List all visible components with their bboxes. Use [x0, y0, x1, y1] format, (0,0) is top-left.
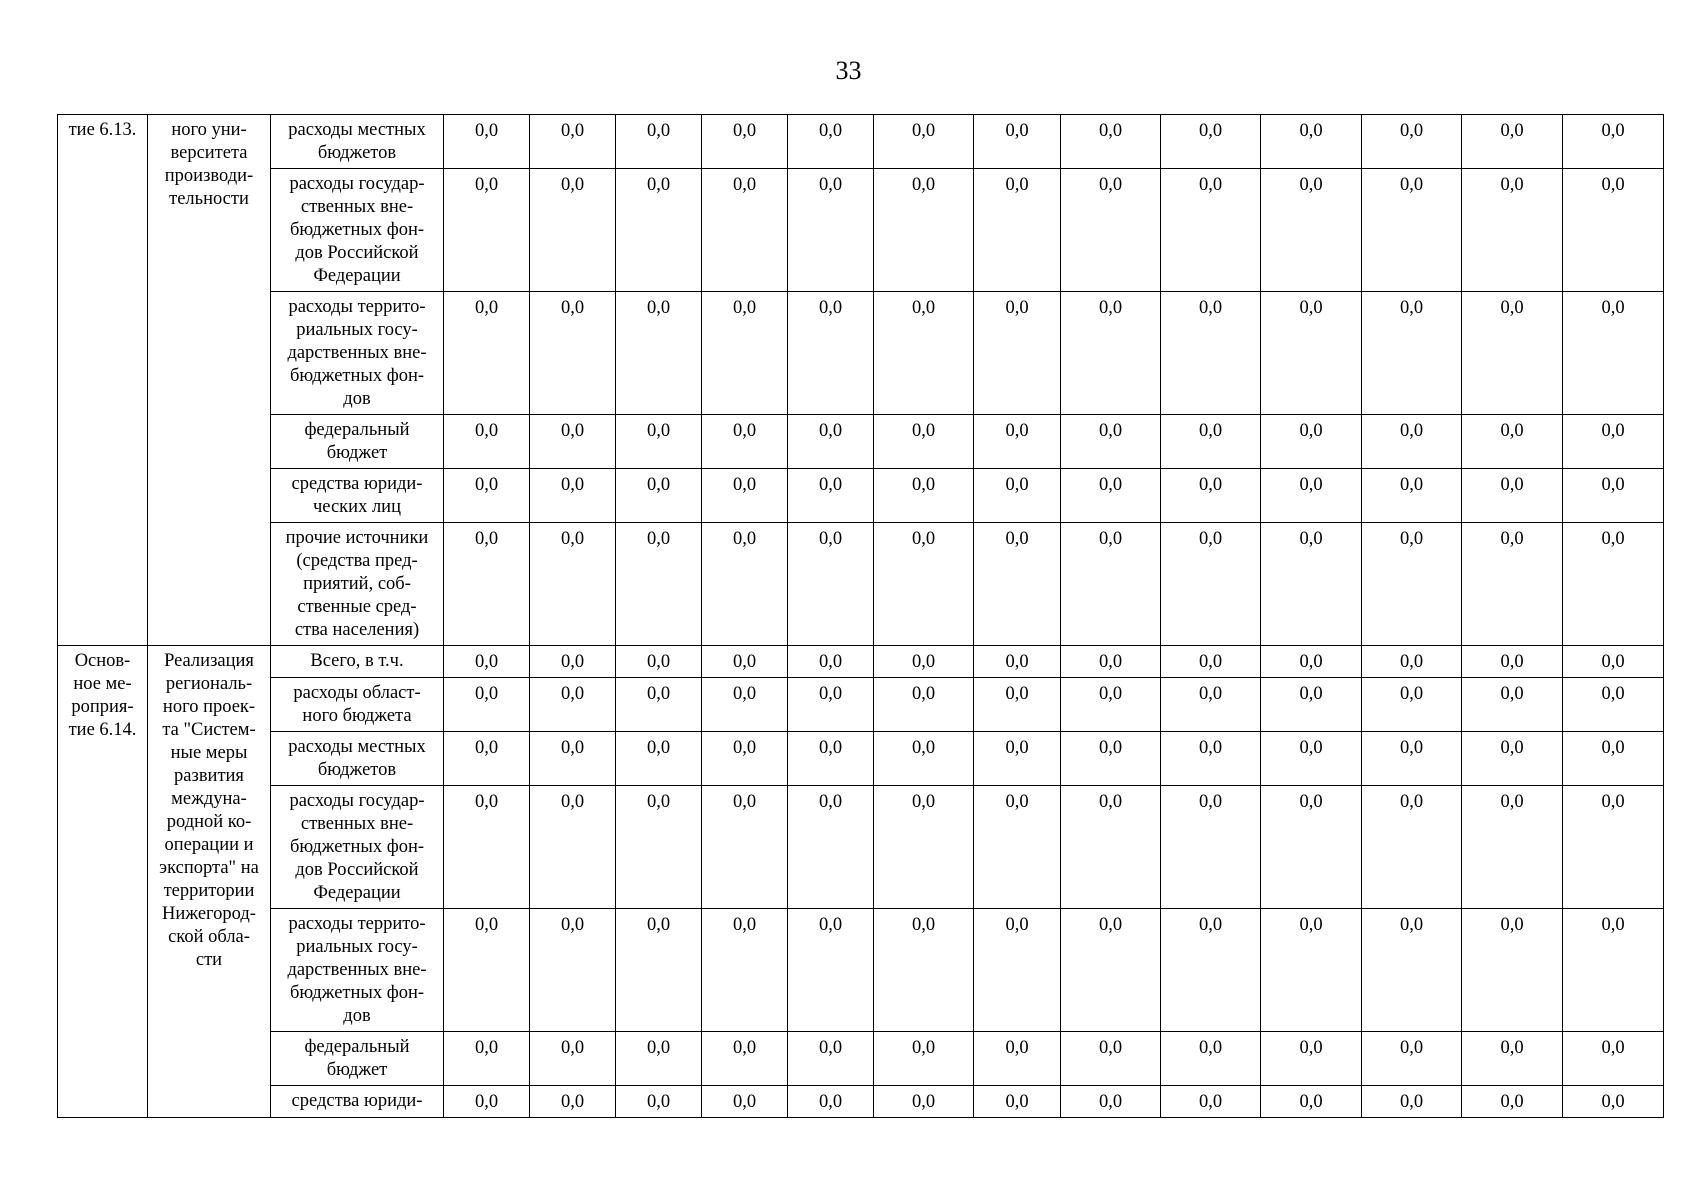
value-cell: 0,0 [530, 292, 616, 415]
value-cell: 0,0 [702, 786, 788, 909]
value-cell: 0,0 [616, 786, 702, 909]
funding-source-line: средства юриди- [291, 474, 423, 494]
value-cell: 0,0 [1061, 1086, 1161, 1118]
funding-source-line: расходы государ- [289, 791, 425, 811]
funding-source-cell [271, 678, 444, 732]
item-name-line: развития [174, 766, 244, 786]
item-name-line: тельности [169, 189, 249, 209]
funding-source-line: ственных вне- [300, 197, 414, 217]
funding-source-cell [271, 292, 444, 415]
funding-source-cell [271, 1086, 444, 1118]
value-cell: 0,0 [874, 169, 974, 292]
value-cell: 0,0 [530, 169, 616, 292]
value-cell: 0,0 [1261, 1086, 1362, 1118]
value-cell: 0,0 [974, 909, 1061, 1032]
value-cell: 0,0 [974, 1086, 1061, 1118]
value-cell: 0,0 [1061, 292, 1161, 415]
value-cell: 0,0 [444, 909, 530, 1032]
value-cell: 0,0 [530, 115, 616, 169]
value-cell: 0,0 [530, 786, 616, 909]
value-cell: 0,0 [1563, 909, 1664, 1032]
value-cell: 0,0 [616, 415, 702, 469]
funding-source-line: ства населения) [294, 620, 420, 640]
value-cell: 0,0 [616, 678, 702, 732]
value-cell: 0,0 [702, 909, 788, 1032]
value-cell: 0,0 [1161, 678, 1261, 732]
value-cell: 0,0 [788, 469, 874, 523]
value-cell: 0,0 [444, 732, 530, 786]
value-cell: 0,0 [444, 469, 530, 523]
value-cell: 0,0 [1161, 646, 1261, 678]
value-cell: 0,0 [1462, 523, 1563, 646]
value-cell: 0,0 [1261, 732, 1362, 786]
value-cell: 0,0 [1061, 415, 1161, 469]
value-cell: 0,0 [1462, 115, 1563, 169]
funding-source-line: ственные сред- [297, 597, 417, 617]
funding-source-line: бюджетных фон- [289, 837, 425, 857]
item-number-cell [58, 646, 148, 1118]
value-cell: 0,0 [702, 169, 788, 292]
value-cell: 0,0 [702, 523, 788, 646]
value-cell: 0,0 [1362, 1086, 1462, 1118]
funding-source-cell [271, 169, 444, 292]
value-cell: 0,0 [616, 646, 702, 678]
item-name-line: ные меры [170, 743, 248, 763]
value-cell: 0,0 [444, 415, 530, 469]
value-cell: 0,0 [702, 292, 788, 415]
value-cell: 0,0 [444, 169, 530, 292]
value-cell: 0,0 [874, 415, 974, 469]
item-number-line: тие 6.14. [68, 720, 137, 740]
value-cell: 0,0 [702, 646, 788, 678]
value-cell: 0,0 [444, 786, 530, 909]
funding-source-line: (средства пред- [296, 551, 418, 571]
value-cell: 0,0 [1462, 292, 1563, 415]
value-cell: 0,0 [974, 115, 1061, 169]
value-cell: 0,0 [1362, 732, 1462, 786]
value-cell: 0,0 [1261, 1032, 1362, 1086]
value-cell: 0,0 [616, 115, 702, 169]
funding-source-line: Федерации [313, 266, 401, 286]
table-row [58, 169, 1664, 292]
value-cell: 0,0 [702, 1032, 788, 1086]
table-row [58, 909, 1664, 1032]
value-cell: 0,0 [702, 678, 788, 732]
value-cell: 0,0 [788, 786, 874, 909]
value-cell: 0,0 [1061, 678, 1161, 732]
value-cell: 0,0 [1563, 1032, 1664, 1086]
funding-source-line: расходы террито- [288, 297, 426, 317]
funding-source-line: дов [343, 1006, 371, 1026]
value-cell: 0,0 [530, 909, 616, 1032]
value-cell: 0,0 [788, 646, 874, 678]
value-cell: 0,0 [1563, 678, 1664, 732]
value-cell: 0,0 [874, 1086, 974, 1118]
value-cell: 0,0 [1362, 646, 1462, 678]
item-name-cell [148, 646, 271, 1118]
value-cell: 0,0 [1261, 292, 1362, 415]
value-cell: 0,0 [1261, 115, 1362, 169]
value-cell: 0,0 [616, 169, 702, 292]
value-cell: 0,0 [1563, 292, 1664, 415]
funding-source-cell [271, 732, 444, 786]
value-cell: 0,0 [874, 292, 974, 415]
value-cell: 0,0 [616, 523, 702, 646]
value-cell: 0,0 [530, 523, 616, 646]
funding-source-line: расходы област- [293, 683, 421, 703]
table-row [58, 732, 1664, 786]
value-cell: 0,0 [1161, 169, 1261, 292]
funding-source-line: Федерации [313, 883, 401, 903]
value-cell: 0,0 [974, 415, 1061, 469]
value-cell: 0,0 [1061, 469, 1161, 523]
value-cell: 0,0 [444, 646, 530, 678]
value-cell: 0,0 [1161, 469, 1261, 523]
value-cell: 0,0 [1563, 415, 1664, 469]
value-cell: 0,0 [1462, 786, 1563, 909]
value-cell: 0,0 [1362, 469, 1462, 523]
value-cell: 0,0 [1563, 115, 1664, 169]
value-cell: 0,0 [1362, 115, 1462, 169]
funding-source-line: бюджетных фон- [289, 983, 425, 1003]
funding-source-cell [271, 523, 444, 646]
funding-source-line: расходы террито- [288, 914, 426, 934]
funding-source-line: ческих лиц [313, 497, 401, 517]
funding-source-line: дов Российской [295, 860, 419, 880]
value-cell: 0,0 [444, 1086, 530, 1118]
item-name-line: Реализация [164, 651, 254, 671]
value-cell: 0,0 [974, 732, 1061, 786]
budget-table [57, 114, 1664, 1118]
value-cell: 0,0 [788, 523, 874, 646]
value-cell: 0,0 [1061, 115, 1161, 169]
value-cell: 0,0 [530, 732, 616, 786]
value-cell: 0,0 [788, 169, 874, 292]
value-cell: 0,0 [530, 646, 616, 678]
value-cell: 0,0 [1462, 1086, 1563, 1118]
value-cell: 0,0 [1362, 678, 1462, 732]
value-cell: 0,0 [616, 1032, 702, 1086]
value-cell: 0,0 [788, 678, 874, 732]
table-row [58, 1032, 1664, 1086]
value-cell: 0,0 [788, 115, 874, 169]
value-cell: 0,0 [788, 1086, 874, 1118]
funding-source-line: расходы местных [288, 737, 426, 757]
value-cell: 0,0 [1462, 678, 1563, 732]
value-cell: 0,0 [1362, 169, 1462, 292]
value-cell: 0,0 [530, 469, 616, 523]
funding-source-line: дов Российской [295, 243, 419, 263]
item-name-line: ного проек- [162, 697, 256, 717]
value-cell: 0,0 [1161, 415, 1261, 469]
funding-source-line: дов [343, 389, 371, 409]
item-name-line: та "Систем- [162, 720, 256, 740]
value-cell: 0,0 [1462, 415, 1563, 469]
value-cell: 0,0 [874, 646, 974, 678]
value-cell: 0,0 [1462, 646, 1563, 678]
funding-source-cell [271, 469, 444, 523]
funding-source-line: бюджетных фон- [289, 220, 425, 240]
value-cell: 0,0 [874, 469, 974, 523]
value-cell: 0,0 [702, 415, 788, 469]
value-cell: 0,0 [874, 1032, 974, 1086]
item-number-line: роприя- [71, 697, 134, 717]
value-cell: 0,0 [1061, 646, 1161, 678]
table-row [58, 415, 1664, 469]
item-name-line: ской обла- [168, 927, 250, 947]
funding-source-line: бюджетов [317, 143, 397, 163]
funding-source-cell [271, 115, 444, 169]
value-cell: 0,0 [616, 1086, 702, 1118]
table-row [58, 292, 1664, 415]
value-cell: 0,0 [1261, 786, 1362, 909]
value-cell: 0,0 [1061, 732, 1161, 786]
value-cell: 0,0 [874, 523, 974, 646]
value-cell: 0,0 [1161, 1086, 1261, 1118]
funding-source-line: риальных госу- [296, 937, 418, 957]
value-cell: 0,0 [1563, 469, 1664, 523]
funding-source-line: дарственных вне- [287, 960, 427, 980]
value-cell: 0,0 [616, 292, 702, 415]
funding-source-line: дарственных вне- [287, 343, 427, 363]
funding-source-line: приятий, соб- [303, 574, 411, 594]
value-cell: 0,0 [444, 115, 530, 169]
value-cell: 0,0 [702, 469, 788, 523]
value-cell: 0,0 [1563, 732, 1664, 786]
value-cell: 0,0 [1261, 523, 1362, 646]
value-cell: 0,0 [1261, 646, 1362, 678]
item-name-line: междуна- [171, 789, 247, 809]
value-cell: 0,0 [1261, 909, 1362, 1032]
item-name-line: сти [195, 950, 223, 970]
item-name-line: Нижегород- [162, 904, 256, 924]
value-cell: 0,0 [974, 1032, 1061, 1086]
value-cell: 0,0 [1563, 786, 1664, 909]
value-cell: 0,0 [1061, 1032, 1161, 1086]
value-cell: 0,0 [788, 732, 874, 786]
funding-source-line: федеральный [304, 420, 410, 440]
value-cell: 0,0 [1462, 909, 1563, 1032]
item-number-cell [58, 115, 148, 646]
item-name-line: верситета [170, 143, 248, 163]
item-name-line: родной ко- [166, 812, 252, 832]
value-cell: 0,0 [974, 786, 1061, 909]
funding-source-line: Всего, в т.ч. [310, 651, 404, 671]
value-cell: 0,0 [1161, 292, 1261, 415]
item-number-line: тие 6.13. [68, 120, 137, 140]
value-cell: 0,0 [974, 646, 1061, 678]
value-cell: 0,0 [1462, 732, 1563, 786]
table-row [58, 646, 1664, 678]
value-cell: 0,0 [530, 1032, 616, 1086]
value-cell: 0,0 [1563, 169, 1664, 292]
funding-source-line: ного бюджета [302, 706, 412, 726]
value-cell: 0,0 [1061, 523, 1161, 646]
value-cell: 0,0 [702, 115, 788, 169]
value-cell: 0,0 [788, 1032, 874, 1086]
item-name-line: территории [163, 881, 255, 901]
value-cell: 0,0 [874, 732, 974, 786]
table-row [58, 115, 1664, 169]
value-cell: 0,0 [974, 292, 1061, 415]
value-cell: 0,0 [616, 909, 702, 1032]
funding-source-line: бюджетов [317, 760, 397, 780]
item-number-line: ное ме- [73, 674, 132, 694]
value-cell: 0,0 [1161, 786, 1261, 909]
funding-source-line: прочие источники [285, 528, 429, 548]
value-cell: 0,0 [444, 678, 530, 732]
value-cell: 0,0 [1061, 786, 1161, 909]
value-cell: 0,0 [1161, 909, 1261, 1032]
value-cell: 0,0 [616, 469, 702, 523]
funding-source-line: федеральный [304, 1037, 410, 1057]
table-row [58, 678, 1664, 732]
funding-source-line: средства юриди- [291, 1091, 423, 1111]
value-cell: 0,0 [788, 415, 874, 469]
value-cell: 0,0 [1261, 169, 1362, 292]
funding-source-cell [271, 415, 444, 469]
value-cell: 0,0 [616, 732, 702, 786]
value-cell: 0,0 [444, 523, 530, 646]
value-cell: 0,0 [1563, 523, 1664, 646]
funding-source-cell [271, 646, 444, 678]
value-cell: 0,0 [1362, 523, 1462, 646]
item-name-line: производи- [164, 166, 254, 186]
table-row [58, 1086, 1664, 1118]
value-cell: 0,0 [974, 678, 1061, 732]
value-cell: 0,0 [1362, 1032, 1462, 1086]
table-row [58, 786, 1664, 909]
value-cell: 0,0 [530, 1086, 616, 1118]
table-row [58, 523, 1664, 646]
item-name-cell [148, 115, 271, 646]
item-number-line: Основ- [74, 651, 131, 671]
value-cell: 0,0 [1261, 469, 1362, 523]
funding-source-cell [271, 1032, 444, 1086]
value-cell: 0,0 [444, 292, 530, 415]
value-cell: 0,0 [788, 909, 874, 1032]
value-cell: 0,0 [1563, 1086, 1664, 1118]
funding-source-cell [271, 909, 444, 1032]
value-cell: 0,0 [974, 523, 1061, 646]
value-cell: 0,0 [1161, 115, 1261, 169]
item-name-line: операции и [164, 835, 254, 855]
funding-source-line: расходы местных [288, 120, 426, 140]
value-cell: 0,0 [1462, 469, 1563, 523]
page-number: 33 [835, 56, 862, 85]
value-cell: 0,0 [530, 678, 616, 732]
value-cell: 0,0 [1462, 169, 1563, 292]
value-cell: 0,0 [974, 169, 1061, 292]
value-cell: 0,0 [530, 415, 616, 469]
funding-source-line: бюджет [326, 1060, 388, 1080]
funding-source-line: риальных госу- [296, 320, 418, 340]
item-name-line: экспорта" на [159, 858, 259, 878]
value-cell: 0,0 [874, 909, 974, 1032]
funding-source-line: бюджетных фон- [289, 366, 425, 386]
value-cell: 0,0 [1362, 292, 1462, 415]
value-cell: 0,0 [1061, 909, 1161, 1032]
item-name-line: ного уни- [171, 120, 247, 140]
value-cell: 0,0 [1261, 415, 1362, 469]
value-cell: 0,0 [874, 678, 974, 732]
funding-source-line: ственных вне- [300, 814, 414, 834]
value-cell: 0,0 [1161, 732, 1261, 786]
value-cell: 0,0 [874, 786, 974, 909]
table-row [58, 469, 1664, 523]
value-cell: 0,0 [444, 1032, 530, 1086]
value-cell: 0,0 [1462, 1032, 1563, 1086]
value-cell: 0,0 [1061, 169, 1161, 292]
value-cell: 0,0 [702, 732, 788, 786]
value-cell: 0,0 [788, 292, 874, 415]
value-cell: 0,0 [1362, 415, 1462, 469]
funding-source-line: расходы государ- [289, 174, 425, 194]
value-cell: 0,0 [874, 115, 974, 169]
value-cell: 0,0 [1563, 646, 1664, 678]
value-cell: 0,0 [974, 469, 1061, 523]
value-cell: 0,0 [1362, 786, 1462, 909]
value-cell: 0,0 [1161, 1032, 1261, 1086]
value-cell: 0,0 [1261, 678, 1362, 732]
value-cell: 0,0 [1362, 909, 1462, 1032]
funding-source-line: бюджет [326, 443, 388, 463]
value-cell: 0,0 [702, 1086, 788, 1118]
value-cell: 0,0 [1161, 523, 1261, 646]
funding-source-cell [271, 786, 444, 909]
item-name-line: региональ- [165, 674, 253, 694]
